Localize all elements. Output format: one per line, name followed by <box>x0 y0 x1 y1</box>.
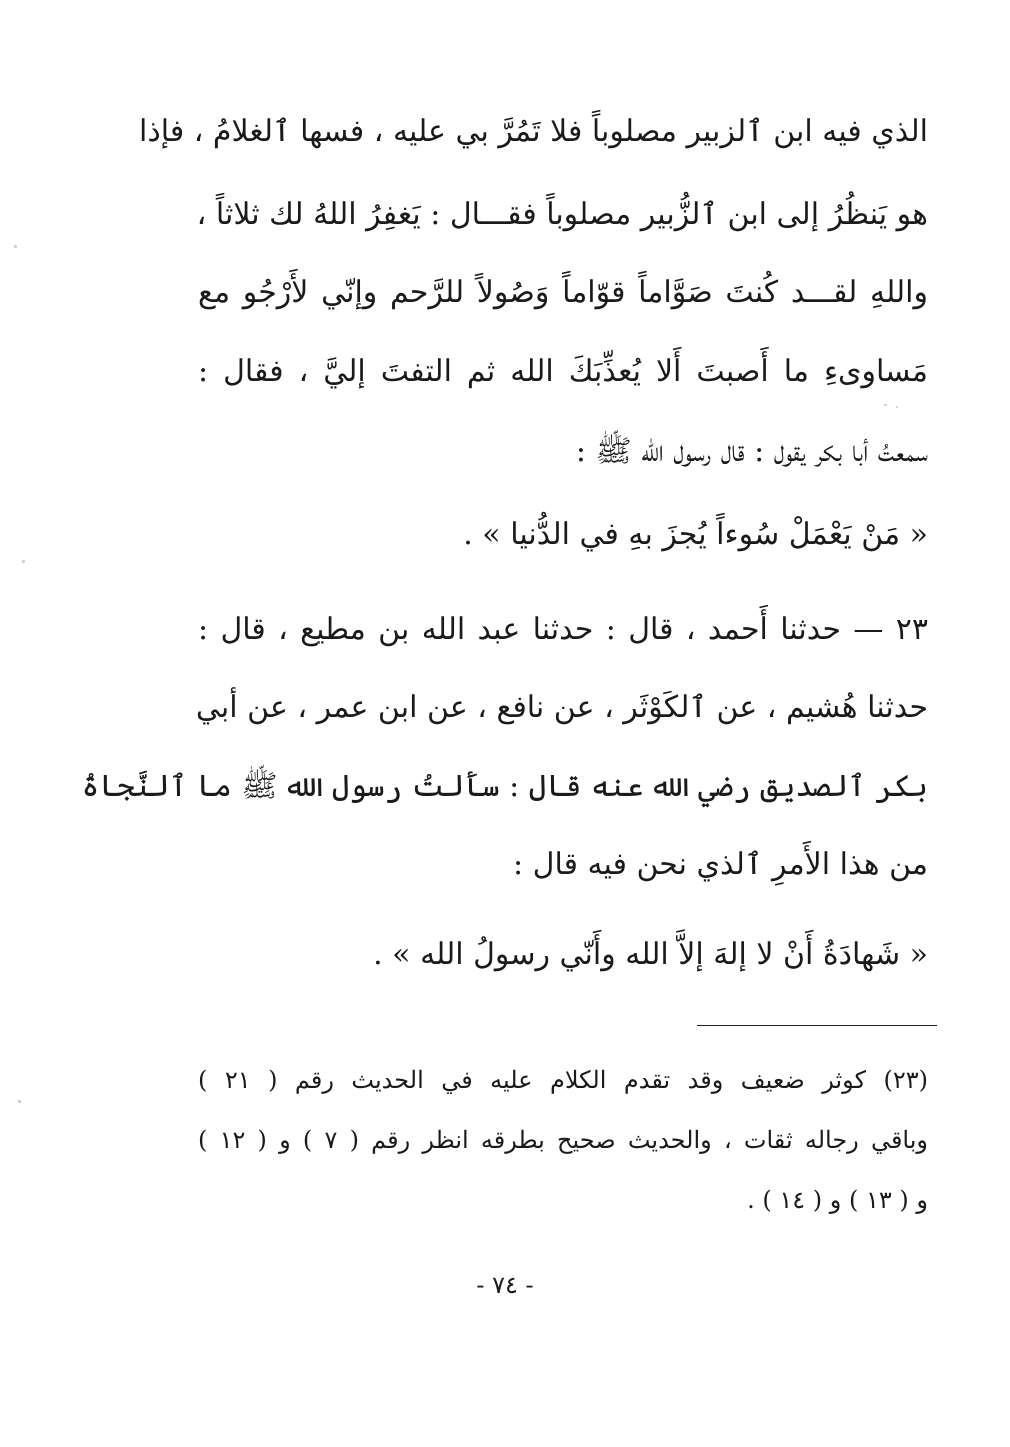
footnote-line-3: و ( ١٣ ) و ( ١٤ ) . <box>747 1186 928 1214</box>
body-line-1: الذي فيه ابن ٱلزبير مصلوباً فلا تَمُرَّ بي عليه ، فسها ٱلغلامُ ، فإذا <box>139 114 928 149</box>
body-line-10: من هذا الأَمرِ ٱلذي نحن فيه قال : <box>513 847 928 882</box>
page-number: - ٧٤ - <box>476 1271 534 1299</box>
body-line-4: مَساوىءِ ما أَصبتَ أَلا يُعذِّبَكَ الله ثم التفتَ إليَّ ، فقال : <box>198 354 928 389</box>
scan-speck <box>22 560 25 563</box>
scan-speck <box>884 404 887 406</box>
body-line-3: واللهِ لقـــد كُنتَ صَوَّاماً قوّاماً وَصُولاً للرَّحم وإنّي لأَرْجُو مع <box>198 275 928 310</box>
footnote-separator <box>697 1025 937 1026</box>
scan-speck <box>896 406 898 408</box>
footnote-line-2: وباقي رجاله ثقات ، والحديث صحيح بطرقه انظر رقم ( ٧ ) و ( ١٢ ) <box>198 1126 929 1154</box>
body-line-8: حدثنا هُشيم ، عن ٱلكَوْثَر ، عن نافع ، عن ابن عمر ، عن أبي <box>195 690 928 725</box>
body-line-5: سمعتُ أبا بكر يقول : قال رسول الله ﷺ : <box>575 434 928 469</box>
scan-speck <box>14 245 17 248</box>
hadith-quote-2: « شَهادَةُ أَنْ لا إلهَ إلاَّ الله وأَنّي رسولُ الله » . <box>373 937 928 972</box>
scan-speck <box>18 1100 21 1103</box>
hadith-quote-1: « مَنْ يَعْمَلْ سُوءاً يُجزَ بهِ في الدُّنيا » . <box>463 517 928 552</box>
body-line-7: ٢٣ — حدثنا أَحمد ، قال : حدثنا عبد الله بن مطيع ، قال : <box>198 612 928 647</box>
body-line-9: بكر ٱلصديق رضي الله عنه قال : سأَلتُ رسول الله ﷺ ما ٱلنَّجاةُ <box>81 769 928 804</box>
footnote-line-1: (٢٣) كوثر ضعيف وقد تقدم الكلام عليه في الحديث رقم ( ٢١ ) <box>198 1066 928 1094</box>
body-line-2: هو يَنظُرُ إلى ابن ٱلزُّبير مصلوباً فقـــال : يَغفِرُ اللهُ لك ثلاثاً ، <box>196 197 928 232</box>
